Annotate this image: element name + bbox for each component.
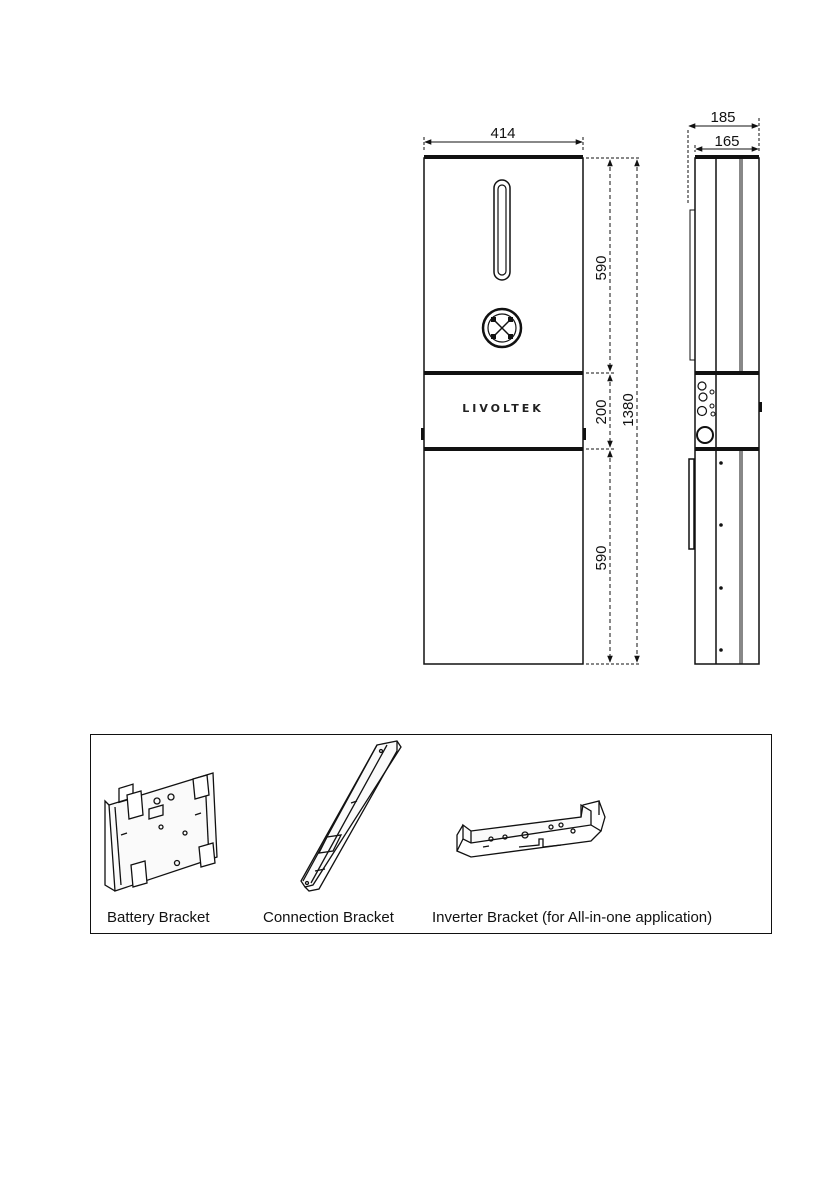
rotary-switch-icon [483,309,521,347]
side-screw-dots [719,461,723,652]
side-port-cluster [697,382,715,443]
side-view [688,109,762,664]
brackets-illustrations [91,735,773,935]
brand-logo: LIVOLTEK [462,402,544,415]
top-module-dimension-label: 590 [593,255,610,281]
battery-bracket-illustration [105,773,217,891]
side-top-cap [695,155,759,159]
front-separator-lower [424,447,583,451]
inverter-bracket-illustration [457,801,605,857]
side-main-connector-icon [697,427,713,443]
led-slot-icon [494,180,510,280]
front-right-tab [583,428,586,440]
bottom-module-dimension-label: 590 [593,545,610,571]
side-wall-plate-lower [689,459,694,549]
connection-bracket-illustration [301,741,401,891]
front-separator-upper [424,371,583,375]
front-left-tab [421,428,424,440]
middle-module-dimension-label: 200 [593,399,610,425]
total-height-dimension-label: 1380 [620,393,637,427]
inverter-bracket-caption: Inverter Bracket (for All-in-one application) [432,909,713,926]
battery-bracket-caption: Battery Bracket [107,909,210,926]
front-top-cap [424,155,583,159]
brackets-panel [90,734,772,934]
width-dimension-label: 414 [490,125,516,142]
connection-bracket-caption: Connection Bracket [263,909,394,926]
outer-depth-dimension-label: 185 [710,109,736,126]
side-body-outline [695,158,759,664]
front-view [421,125,640,664]
inner-depth-dimension-label: 165 [714,133,740,150]
